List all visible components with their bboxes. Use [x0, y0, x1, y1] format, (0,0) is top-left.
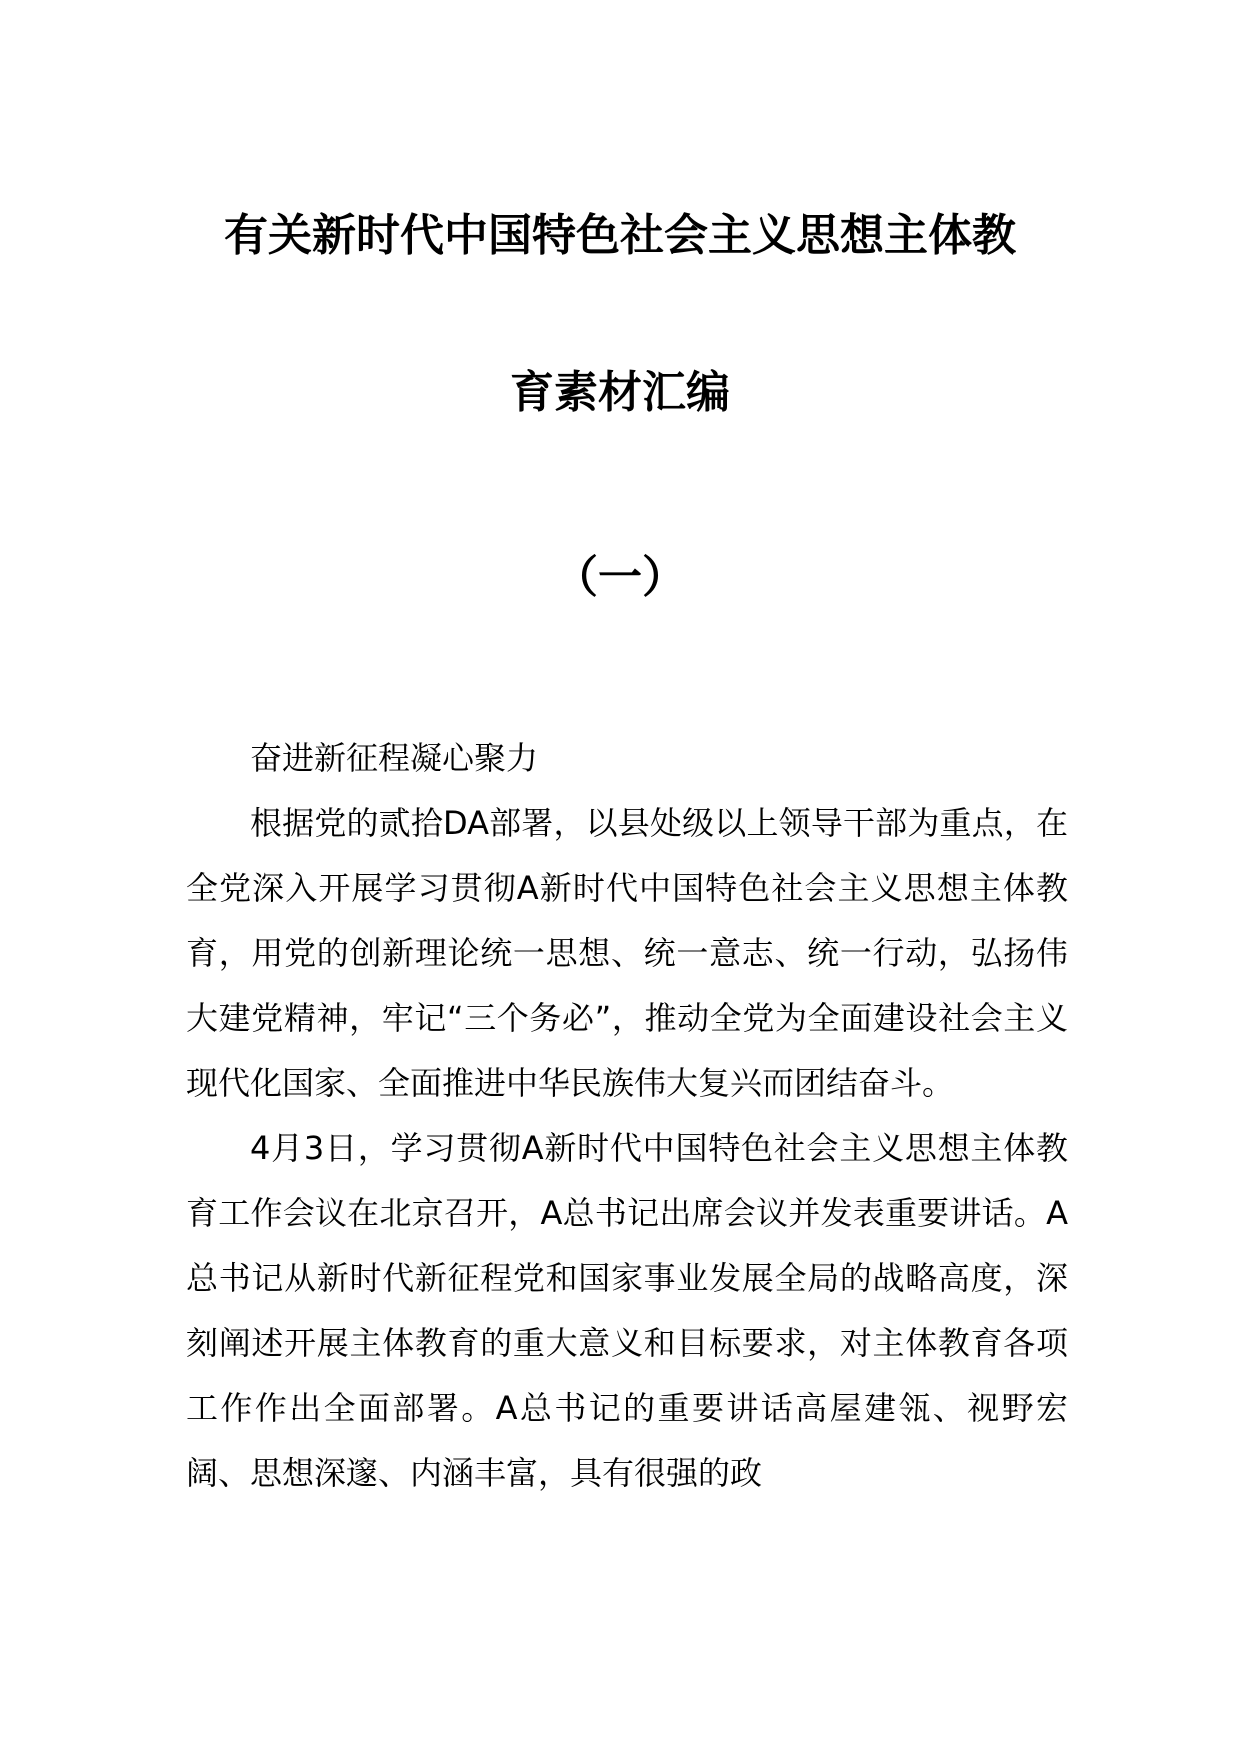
document-title-line-2: 育素材汇编	[510, 367, 730, 418]
section-number: （一）	[554, 552, 686, 603]
body-paragraph-1: 根据党的贰拾DA部署，以县处级以上领导干部为重点，在全党深入开展学习贯彻A新时代中国特色社会主义思想主体教育，用党的创新理论统一思想、统一意志、统一行动，弘扬伟大建党精神，牢记“三个务必”，推动全党为全面建设社会主义现代化国家、全面推进中华民族伟大复兴而团结奋斗。	[186, 804, 1068, 1102]
document-body	[186, 726, 1068, 1506]
body-paragraph-2: 4月3日，学习贯彻A新时代中国特色社会主义思想主体教育工作会议在北京召开，A总书记出席会议并发表重要讲话。A总书记从新时代新征程党和国家事业发展全局的战略高度，深刻阐述开展主体教育的重大意义和目标要求，对主体教育各项工作作出全面部署。A总书记的重要讲话高屋建瓴、视野宏阔、思想深邃、内涵丰富，具有很强的政	[186, 1129, 1068, 1492]
document-title-line-1: 有关新时代中国特色社会主义思想主体教	[224, 210, 1016, 261]
section-subtitle: 奋进新征程凝心聚力	[250, 739, 539, 777]
